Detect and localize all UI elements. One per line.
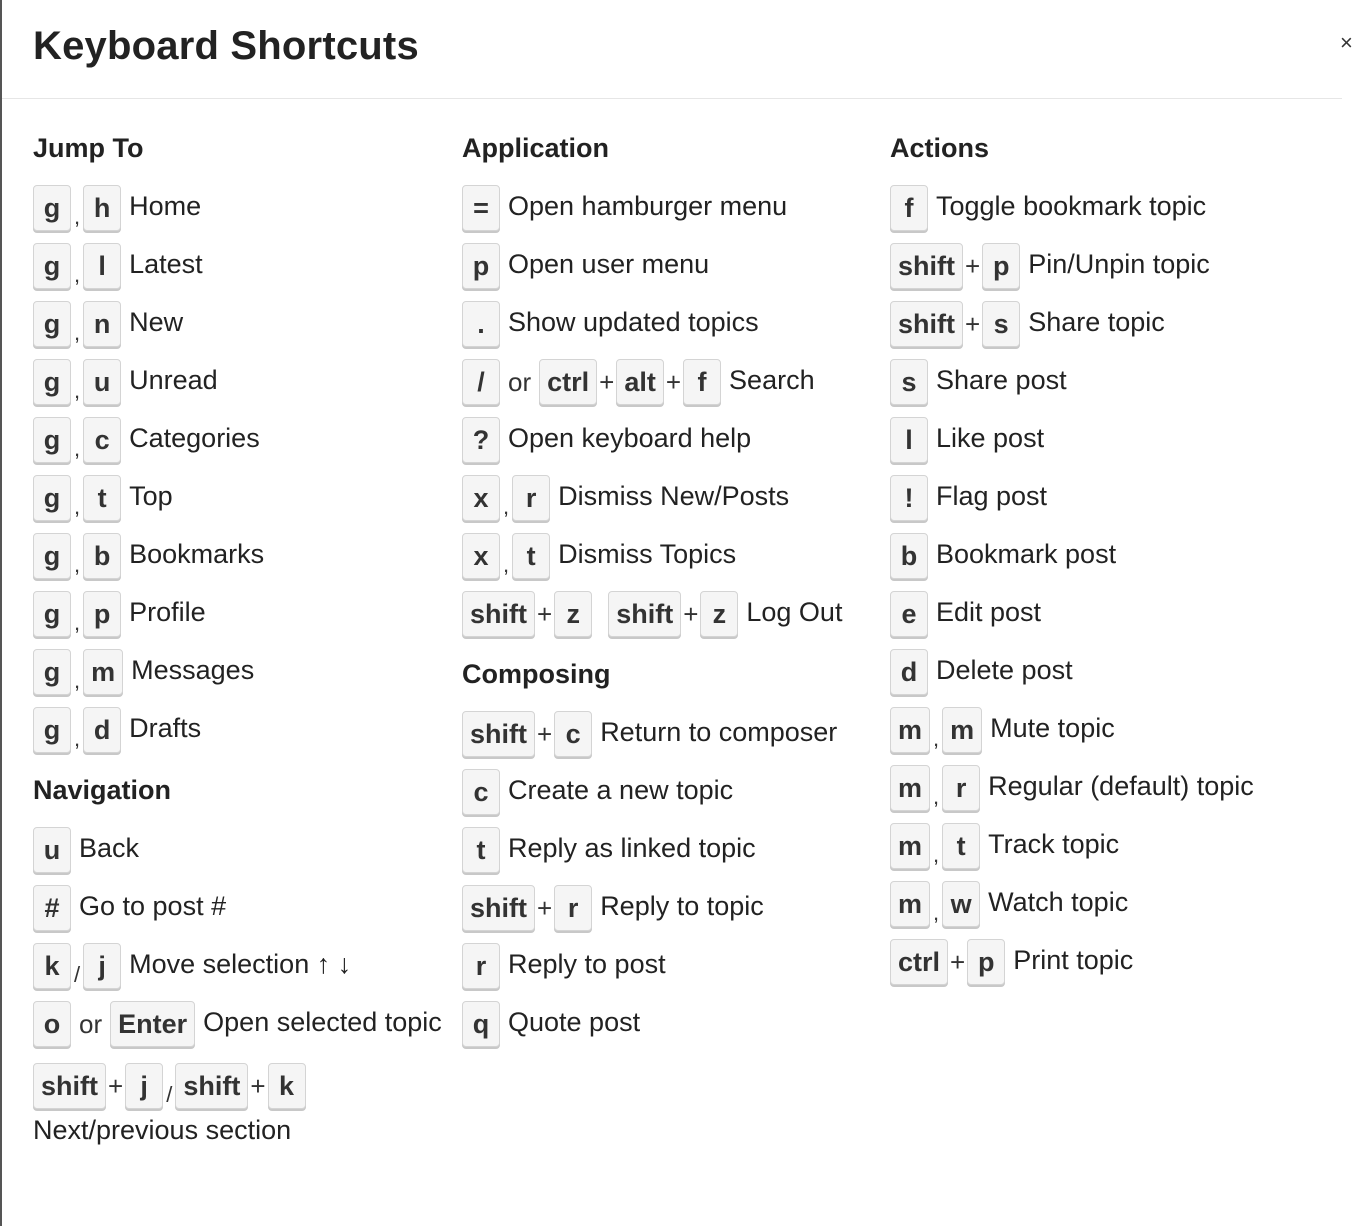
- shortcut-description: Share post: [936, 365, 1067, 395]
- key-cap: g: [33, 533, 71, 579]
- shortcut-row: [890, 474, 1330, 532]
- plus-separator: +: [537, 893, 553, 923]
- shortcut-keys: [890, 532, 928, 580]
- shortcut-keys: [33, 358, 121, 406]
- key-cap: g: [33, 591, 71, 637]
- shortcut-description: Search: [729, 365, 815, 395]
- section-title-actions: Actions: [890, 133, 990, 163]
- shortcut-description: Create a new topic: [508, 775, 734, 805]
- shortcut-description: Reply to topic: [600, 891, 764, 921]
- key-cap: shift: [608, 591, 681, 637]
- shortcut-keys: [462, 358, 721, 406]
- key-cap: g: [33, 243, 71, 289]
- key-separator: ,: [74, 436, 81, 461]
- key-cap: p: [83, 591, 121, 637]
- key-cap: f: [890, 185, 928, 231]
- shortcut-keys: [462, 184, 500, 232]
- shortcut-description: New: [129, 307, 184, 337]
- plus-separator: +: [683, 599, 699, 629]
- key-cap: shift: [33, 1063, 106, 1109]
- shortcut-description: Unread: [129, 365, 218, 395]
- plus-separator: +: [108, 1071, 124, 1101]
- shortcut-keys: [890, 358, 928, 406]
- key-cap: s: [982, 301, 1020, 347]
- key-cap: m: [890, 765, 930, 811]
- key-separator: ,: [74, 494, 81, 519]
- shortcut-row: [462, 1000, 877, 1058]
- plus-separator: +: [599, 367, 615, 397]
- key-cap: s: [890, 359, 928, 405]
- shortcut-keys: [33, 1062, 306, 1110]
- shortcut-row: [890, 242, 1330, 300]
- key-cap: !: [890, 475, 928, 521]
- key-cap: Enter: [110, 1001, 195, 1047]
- shortcut-column-2: [462, 128, 877, 1058]
- shortcut-row: [33, 532, 443, 590]
- shortcut-description: Log Out: [746, 597, 843, 627]
- shortcut-description: Open keyboard help: [508, 423, 752, 453]
- shortcut-keys: [890, 706, 982, 754]
- shortcut-description: Toggle bookmark topic: [936, 191, 1207, 221]
- key-cap: .: [462, 301, 500, 347]
- shortcut-description: Profile: [129, 597, 206, 627]
- key-cap: p: [462, 243, 500, 289]
- shortcut-row: [33, 648, 443, 706]
- key-separator: ,: [933, 726, 940, 751]
- shortcut-row: [890, 764, 1330, 822]
- key-cap: g: [33, 185, 71, 231]
- shortcut-description: Pin/Unpin topic: [1028, 249, 1210, 279]
- plus-separator: +: [537, 719, 553, 749]
- key-cap: shift: [890, 243, 963, 289]
- shortcut-keys: [462, 590, 738, 638]
- key-cap: shift: [890, 301, 963, 347]
- shortcut-description: Latest: [129, 249, 203, 279]
- shortcut-row: [890, 184, 1330, 242]
- key-cap: #: [33, 885, 71, 931]
- shortcut-keys: [33, 474, 121, 522]
- shortcut-column-1: [33, 128, 443, 1164]
- shortcut-description: Edit post: [936, 597, 1042, 627]
- shortcut-keys: [890, 300, 1020, 348]
- key-cap: m: [942, 707, 982, 753]
- shortcut-row: [462, 184, 877, 242]
- section-title-jump-to: Jump To: [33, 133, 144, 163]
- plus-separator: +: [950, 947, 966, 977]
- key-cap: d: [890, 649, 928, 695]
- shortcut-keys: [462, 768, 500, 816]
- shortcut-row: [462, 710, 877, 768]
- key-cap: b: [83, 533, 121, 579]
- shortcut-row: [462, 358, 877, 416]
- shortcut-description: Open user menu: [508, 249, 710, 279]
- key-separator: ,: [74, 668, 81, 693]
- key-cap: ctrl: [890, 939, 948, 985]
- shortcut-description: Watch topic: [988, 887, 1129, 917]
- shortcut-description: Return to composer: [600, 717, 838, 747]
- shortcut-row: [33, 1000, 443, 1048]
- key-cap: ?: [462, 417, 500, 463]
- key-cap: t: [462, 827, 500, 873]
- key-cap: n: [83, 301, 121, 347]
- shortcut-keys: [462, 826, 500, 874]
- close-icon[interactable]: ×: [1340, 30, 1353, 55]
- section-title-composing: Composing: [462, 659, 611, 689]
- key-cap: r: [512, 475, 550, 521]
- key-cap: shift: [462, 591, 535, 637]
- plus-separator: +: [537, 599, 553, 629]
- key-cap: p: [982, 243, 1020, 289]
- shortcut-keys: [33, 184, 121, 232]
- shortcut-description: Bookmarks: [129, 539, 265, 569]
- key-cap: z: [700, 591, 738, 637]
- key-cap: k: [33, 943, 71, 989]
- shortcut-keys: [890, 880, 980, 928]
- key-cap: shift: [462, 711, 535, 757]
- key-cap: t: [942, 823, 980, 869]
- shortcut-row: [890, 938, 1330, 996]
- key-cap: e: [890, 591, 928, 637]
- shortcut-description: Next/previous section: [33, 1115, 292, 1145]
- shortcut-row: [890, 648, 1330, 706]
- shortcut-description: Bookmark post: [936, 539, 1117, 569]
- shortcut-description: Delete post: [936, 655, 1073, 685]
- or-separator: or: [508, 367, 532, 397]
- shortcut-keys: [890, 822, 980, 870]
- key-cap: d: [83, 707, 121, 753]
- shortcut-description: Dismiss New/Posts: [558, 481, 790, 511]
- shortcut-description: Open hamburger menu: [508, 191, 788, 221]
- key-cap: g: [33, 301, 71, 347]
- key-separator: /: [166, 1082, 173, 1107]
- shortcut-keys: [33, 416, 121, 464]
- key-separator: /: [74, 962, 81, 987]
- shortcut-row: [33, 474, 443, 532]
- key-separator: ,: [74, 610, 81, 635]
- key-cap: t: [512, 533, 550, 579]
- shortcut-row: [33, 826, 443, 884]
- shortcut-description: Show updated topics: [508, 307, 759, 337]
- shortcut-description: Regular (default) topic: [988, 771, 1254, 801]
- shortcut-keys: [462, 242, 500, 290]
- key-cap: p: [967, 939, 1005, 985]
- shortcut-row: [33, 1062, 443, 1150]
- key-cap: m: [890, 707, 930, 753]
- shortcut-keys: [33, 648, 123, 696]
- key-cap: k: [268, 1063, 306, 1109]
- key-separator: ,: [74, 262, 81, 287]
- shortcut-keys: [890, 648, 928, 696]
- key-cap: m: [890, 823, 930, 869]
- key-cap: f: [683, 359, 721, 405]
- shortcut-row: [462, 242, 877, 300]
- key-cap: m: [890, 881, 930, 927]
- shortcut-row: [462, 532, 877, 590]
- shortcut-description: Share topic: [1028, 307, 1165, 337]
- shortcut-row: [33, 300, 443, 358]
- modal-title: Keyboard Shortcuts: [33, 24, 419, 68]
- key-cap: =: [462, 185, 500, 231]
- shortcut-row: [33, 942, 443, 1000]
- shortcut-keys: [462, 942, 500, 990]
- key-separator: ,: [74, 378, 81, 403]
- key-cap: o: [33, 1001, 71, 1047]
- shortcut-row: [890, 590, 1330, 648]
- shortcut-description: Drafts: [129, 713, 202, 743]
- key-cap: c: [83, 417, 121, 463]
- shortcut-row: [33, 590, 443, 648]
- plus-separator: +: [965, 309, 981, 339]
- shortcut-keys: [33, 300, 121, 348]
- key-cap: shift: [175, 1063, 248, 1109]
- key-cap: g: [33, 475, 71, 521]
- shortcut-row: [890, 532, 1330, 590]
- key-cap: alt: [616, 359, 664, 405]
- key-cap: r: [942, 765, 980, 811]
- key-cap: t: [83, 475, 121, 521]
- key-cap: g: [33, 707, 71, 753]
- key-cap: m: [83, 649, 123, 695]
- shortcut-keys: [462, 884, 592, 932]
- shortcut-row: [462, 942, 877, 1000]
- shortcut-keys: [890, 184, 928, 232]
- key-cap: j: [125, 1063, 163, 1109]
- shortcut-keys: [462, 300, 500, 348]
- modal-header: [2, 0, 1353, 99]
- shortcut-row: [462, 768, 877, 826]
- key-separator: ,: [74, 552, 81, 577]
- shortcut-description: Track topic: [988, 829, 1120, 859]
- key-cap: w: [942, 881, 980, 927]
- shortcut-keys: [33, 826, 71, 874]
- key-separator: ,: [74, 204, 81, 229]
- shortcut-description: Back: [79, 833, 140, 863]
- key-cap: u: [33, 827, 71, 873]
- key-cap: r: [554, 885, 592, 931]
- key-cap: g: [33, 359, 71, 405]
- section-title-navigation: Navigation: [33, 775, 172, 805]
- shortcut-description: Messages: [131, 655, 255, 685]
- key-cap: /: [462, 359, 500, 405]
- shortcut-keys: [33, 942, 121, 990]
- shortcut-row: [33, 184, 443, 242]
- shortcut-row: [462, 416, 877, 474]
- shortcut-row: [33, 242, 443, 300]
- key-separator: ,: [933, 784, 940, 809]
- shortcut-keys: [462, 532, 550, 580]
- shortcut-keys: [462, 474, 550, 522]
- shortcut-keys: [33, 532, 121, 580]
- key-cap: g: [33, 649, 71, 695]
- shortcut-row: [33, 884, 443, 942]
- shortcut-row: [462, 300, 877, 358]
- key-separator: ,: [933, 842, 940, 867]
- key-cap: h: [83, 185, 121, 231]
- shortcut-description: Print topic: [1013, 945, 1134, 975]
- shortcut-keys: [890, 764, 980, 812]
- shortcut-row: [890, 358, 1330, 416]
- shortcut-description: Home: [129, 191, 202, 221]
- shortcut-keys: [33, 590, 121, 638]
- shortcut-description: Quote post: [508, 1007, 641, 1037]
- shortcut-keys: [33, 706, 121, 754]
- key-cap: g: [33, 417, 71, 463]
- key-cap: b: [890, 533, 928, 579]
- shortcut-keys: [462, 1000, 500, 1048]
- shortcut-keys: [890, 416, 928, 464]
- shortcut-description: Categories: [129, 423, 260, 453]
- key-separator: ,: [503, 552, 510, 577]
- shortcut-keys: [890, 938, 1005, 986]
- key-cap: z: [554, 591, 592, 637]
- key-cap: u: [83, 359, 121, 405]
- plus-separator: +: [665, 367, 682, 397]
- shortcut-keys: [890, 242, 1020, 290]
- shortcut-row: [890, 416, 1330, 474]
- or-separator: or: [79, 1009, 103, 1039]
- shortcut-description: Top: [129, 481, 173, 511]
- shortcut-keys: [890, 474, 928, 522]
- key-cap: c: [554, 711, 592, 757]
- key-cap: r: [462, 943, 500, 989]
- key-cap: l: [83, 243, 121, 289]
- shortcut-description: Reply to post: [508, 949, 666, 979]
- shortcut-row: [33, 416, 443, 474]
- shortcut-row: [462, 474, 877, 532]
- key-separator: ,: [503, 494, 510, 519]
- shortcut-keys: [33, 884, 71, 932]
- shortcut-description: Dismiss Topics: [558, 539, 737, 569]
- shortcut-keys: [890, 590, 928, 638]
- shortcut-keys: [33, 1000, 195, 1048]
- key-separator: ,: [933, 900, 940, 925]
- shortcut-row: [462, 590, 877, 648]
- key-separator: ,: [74, 726, 81, 751]
- shortcut-row: [462, 884, 877, 942]
- key-cap: shift: [462, 885, 535, 931]
- key-separator: ,: [74, 320, 81, 345]
- shortcut-description: Flag post: [936, 481, 1048, 511]
- shortcut-row: [890, 880, 1330, 938]
- shortcut-description: Reply as linked topic: [508, 833, 756, 863]
- shortcut-keys: [33, 242, 121, 290]
- key-cap: c: [462, 769, 500, 815]
- shortcut-row: [890, 706, 1330, 764]
- key-cap: ctrl: [539, 359, 597, 405]
- key-cap: j: [83, 943, 121, 989]
- shortcut-row: [890, 822, 1330, 880]
- key-cap: l: [890, 417, 928, 463]
- key-cap: x: [462, 475, 500, 521]
- key-cap: x: [462, 533, 500, 579]
- shortcut-keys: [462, 416, 500, 464]
- shortcut-row: [462, 826, 877, 884]
- shortcut-description: Go to post #: [79, 891, 227, 921]
- key-cap: q: [462, 1001, 500, 1047]
- shortcut-description: Like post: [936, 423, 1045, 453]
- shortcut-description: Move selection ↑ ↓: [129, 949, 352, 979]
- shortcut-keys: [462, 710, 592, 758]
- shortcut-row: [33, 358, 443, 416]
- section-title-application: Application: [462, 133, 609, 163]
- shortcut-description: Open selected topic: [203, 1007, 442, 1037]
- plus-separator: +: [965, 251, 981, 281]
- shortcut-description: Mute topic: [990, 713, 1115, 743]
- shortcut-column-3: [890, 128, 1330, 996]
- plus-separator: +: [250, 1071, 266, 1101]
- shortcut-row: [890, 300, 1330, 358]
- shortcut-row: [33, 706, 443, 764]
